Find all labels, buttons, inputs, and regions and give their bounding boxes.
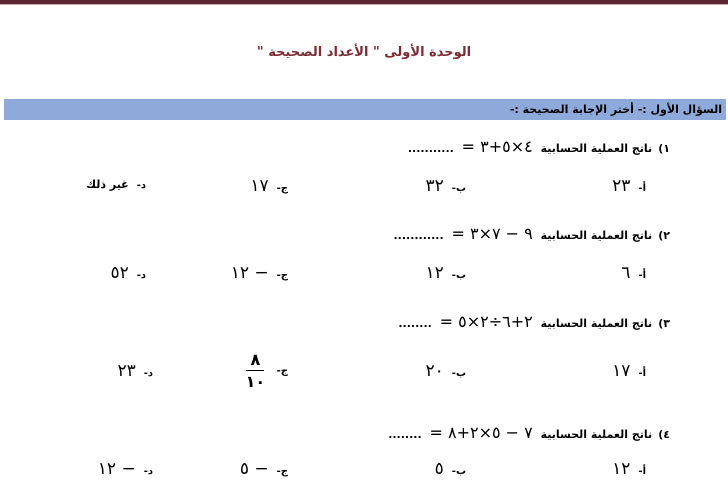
question-label: ناتج العملية الحسابية: [540, 142, 653, 155]
option-c[interactable]: [240, 459, 288, 479]
option-value: ٢٠: [425, 361, 444, 381]
question-number: ٣): [658, 317, 670, 330]
answer-blank: ...........: [407, 142, 454, 155]
fraction-bar: [246, 370, 264, 371]
question-number: ١): [658, 142, 670, 155]
top-border-line: [0, 4, 728, 5]
option-letter: أ-: [638, 183, 646, 194]
option-b[interactable]: [426, 263, 466, 283]
option-value: ٦: [621, 263, 631, 283]
option-letter: ج-: [276, 466, 288, 477]
question-expression: ٢+٦÷٢×٥ =: [439, 312, 533, 331]
option-letter: ج-: [276, 183, 288, 194]
option-value: − ٥: [239, 459, 269, 479]
option-a[interactable]: [612, 459, 646, 479]
option-value: ٣٢: [425, 176, 444, 196]
option-value: ٢٣: [612, 176, 631, 196]
option-letter: د-: [143, 368, 153, 379]
option-value: ١٢: [425, 263, 444, 283]
question-number: ٤): [658, 428, 670, 441]
option-c[interactable]: [231, 263, 288, 283]
option-value: غير ذلك: [86, 178, 129, 191]
option-letter: أ-: [638, 270, 646, 281]
option-letter: ج-: [276, 270, 288, 281]
fraction: [246, 350, 266, 391]
option-letter: ب-: [451, 270, 466, 281]
option-value: − ١٢: [97, 459, 136, 479]
question-1: [408, 137, 670, 156]
fraction-denominator: ١٠: [245, 372, 266, 391]
option-value: ٥٢: [110, 263, 129, 283]
option-a[interactable]: [621, 263, 646, 283]
option-d[interactable]: [86, 178, 146, 191]
question-expression: ٤×٥+٣ =: [461, 137, 533, 156]
answer-blank: ............: [393, 229, 444, 242]
option-letter: ب-: [451, 466, 466, 477]
question-label: ناتج العملية الحسابية: [540, 428, 653, 441]
option-letter: أ-: [638, 368, 646, 379]
option-d[interactable]: [110, 263, 146, 283]
fraction-numerator: ٨: [250, 350, 261, 369]
option-b[interactable]: [435, 459, 466, 479]
question-expression: ٩ − ٧×٣ =: [451, 224, 533, 243]
question-label: ناتج العملية الحسابية: [540, 229, 653, 242]
option-c[interactable]: [246, 350, 288, 391]
option-letter: د-: [136, 180, 146, 191]
option-b[interactable]: [426, 176, 466, 196]
option-letter: ج-: [276, 365, 288, 377]
question-expression: ٧ − ٥×٢+٨ =: [429, 423, 533, 442]
option-letter: ب-: [451, 368, 466, 379]
option-d[interactable]: [98, 459, 153, 479]
option-c[interactable]: [250, 176, 288, 196]
option-value: − ١٢: [230, 263, 269, 283]
option-value: ١٢: [612, 459, 631, 479]
option-value: ٥: [434, 459, 444, 479]
answer-blank: ........: [398, 317, 432, 330]
option-value: ١٧: [612, 361, 631, 381]
option-letter: د-: [136, 270, 146, 281]
option-d[interactable]: [117, 361, 153, 381]
question-3: [398, 312, 670, 331]
question-number: ٢): [658, 229, 670, 242]
answer-blank: ........: [388, 428, 422, 441]
option-letter: أ-: [638, 466, 646, 477]
question-header: السؤال الأول :- أختر الإجابة الصحيحة :-: [4, 99, 726, 120]
option-letter: ب-: [451, 183, 466, 194]
option-b[interactable]: [426, 361, 466, 381]
question-4: [388, 423, 670, 442]
option-a[interactable]: [612, 176, 646, 196]
option-a[interactable]: [612, 361, 646, 381]
option-value: ٢٣: [117, 361, 136, 381]
option-letter: د-: [143, 466, 153, 477]
question-label: ناتج العملية الحسابية: [540, 317, 653, 330]
option-value: ١٧: [250, 176, 269, 196]
unit-title: الوحدة الأولى " الأعداد الصحيحة ": [256, 45, 472, 60]
question-2: [393, 224, 670, 243]
